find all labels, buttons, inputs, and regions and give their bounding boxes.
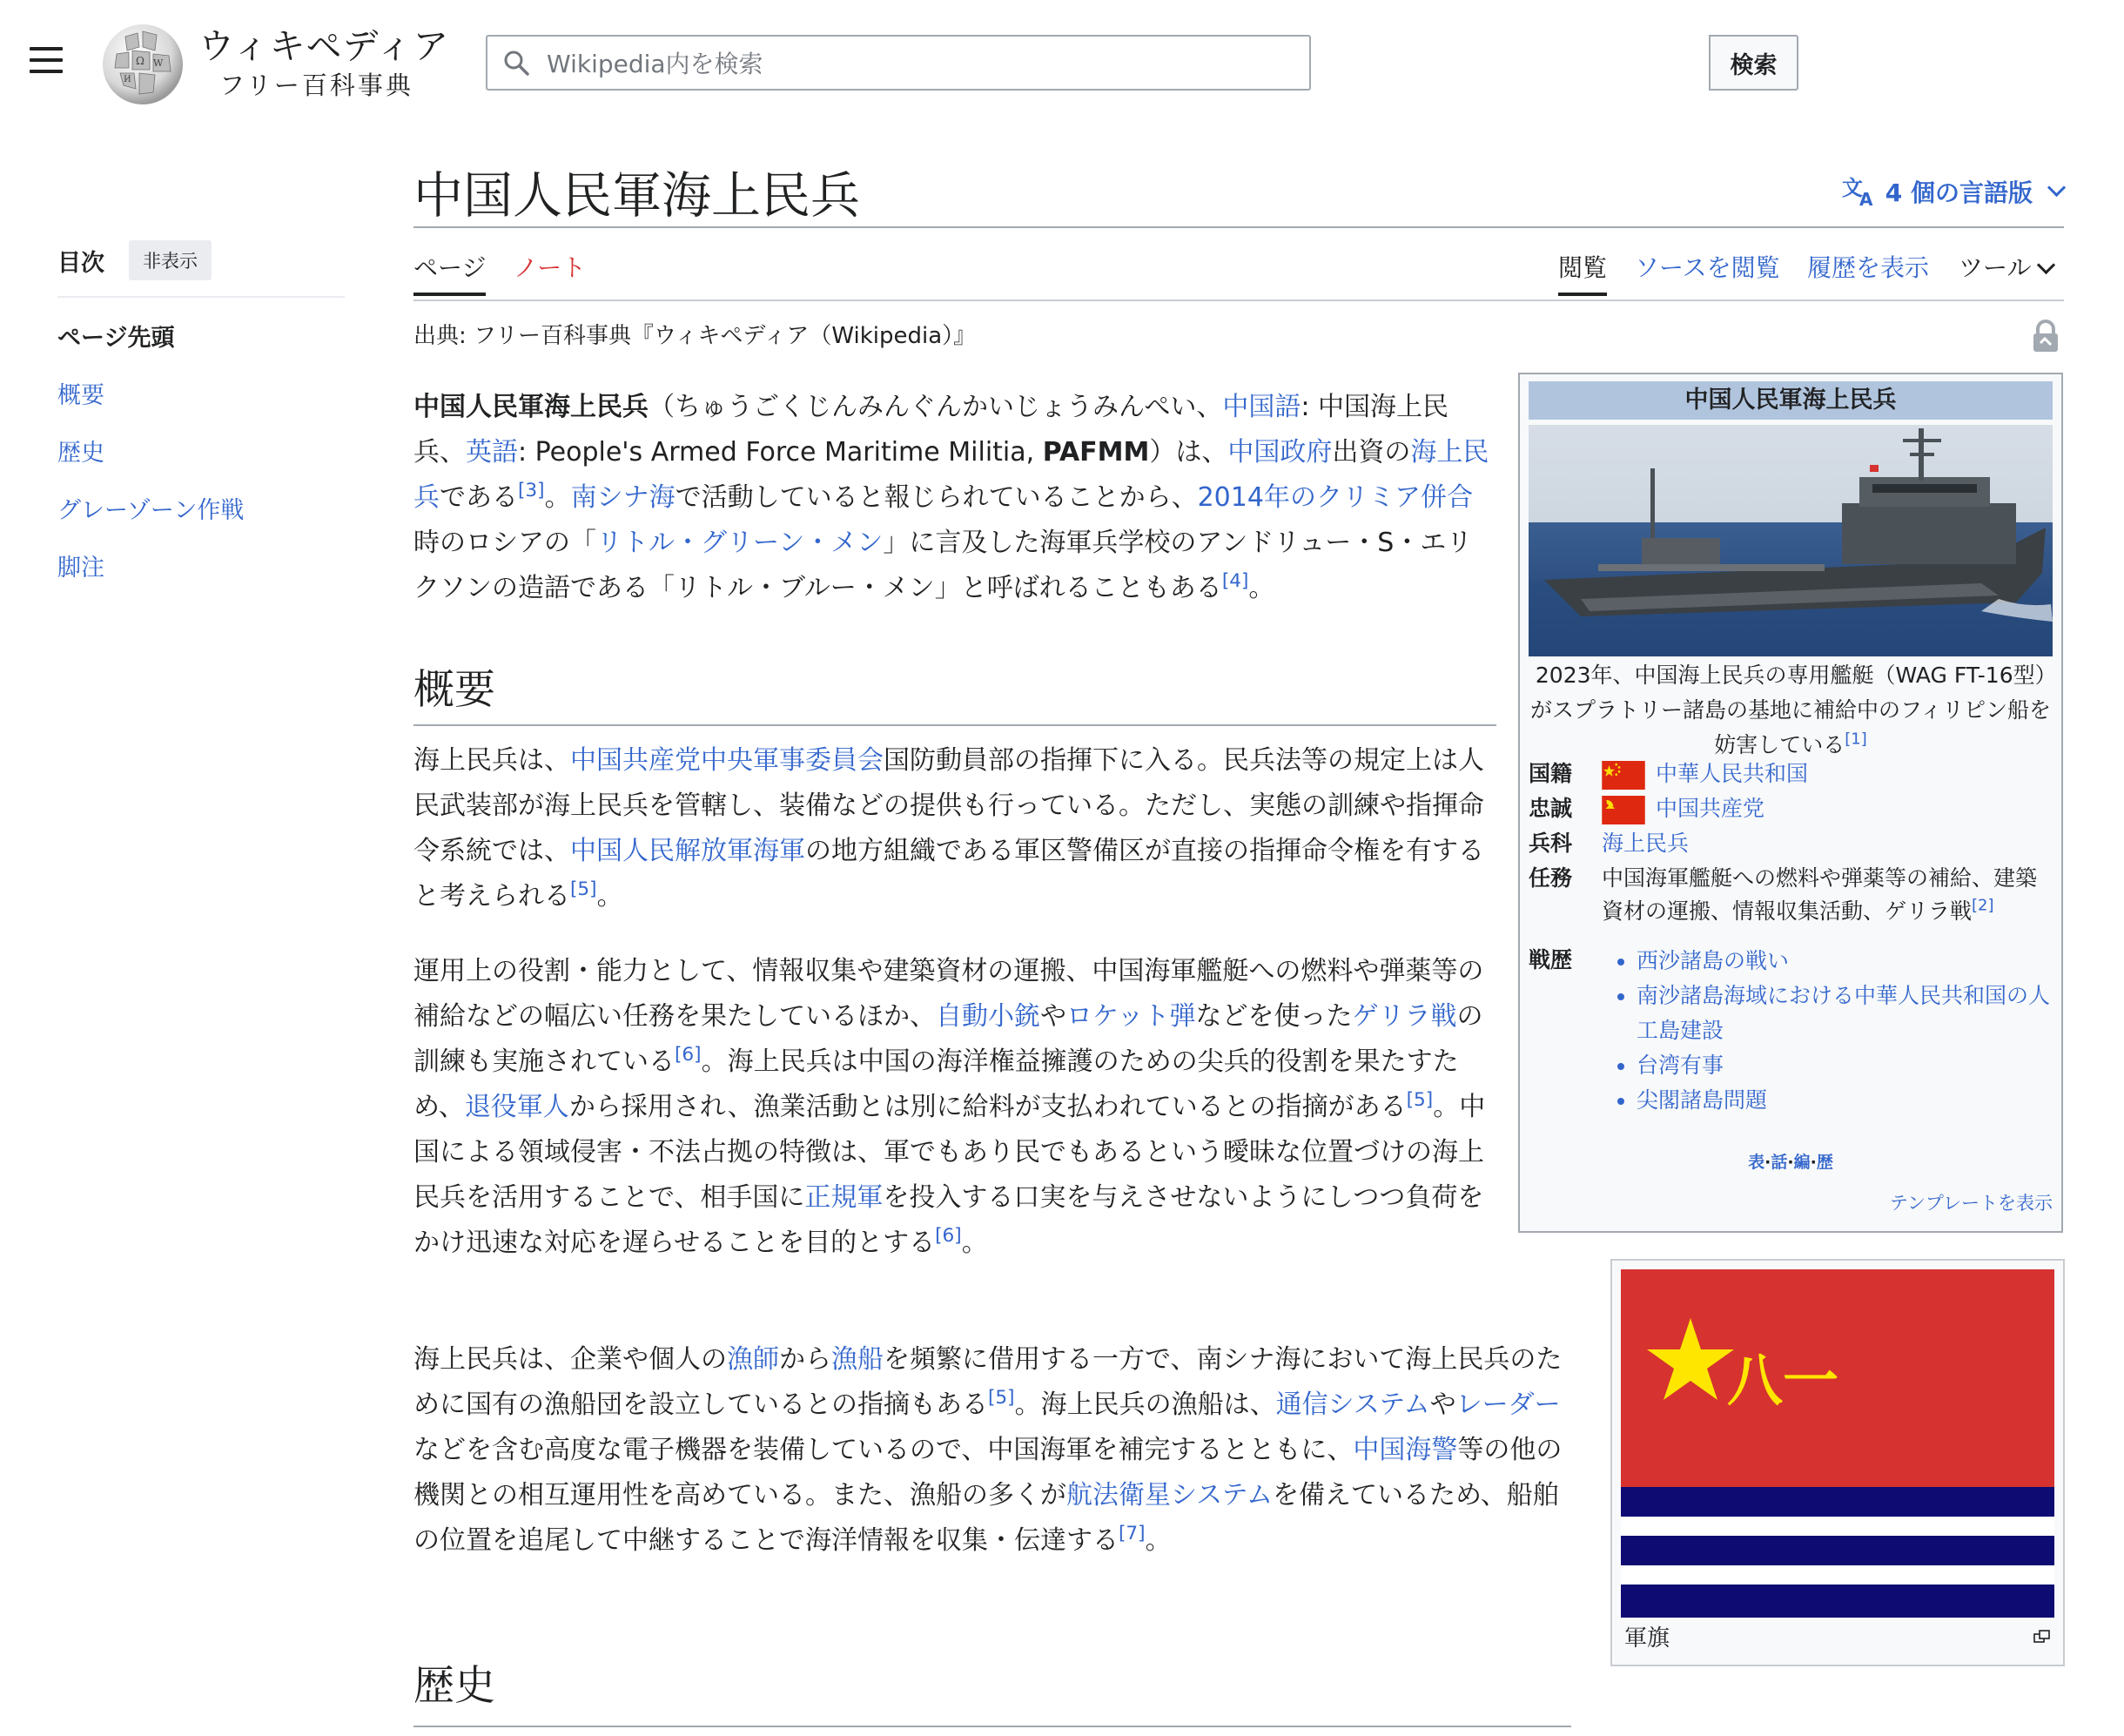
military-flag-image[interactable] [1621, 1269, 2054, 1618]
wikipedia-globe-logo[interactable] [99, 21, 186, 108]
text-run: の訓練も実施されている [413, 1001, 1483, 1077]
text-run: を投入する口実を与えさせないようにしつつ負荷をかけ迅速な対応を遅らせることを目的とする [413, 1182, 1484, 1258]
toc-header [57, 239, 345, 298]
text-run: ）は、 [1149, 437, 1228, 468]
text-run: や [1040, 1001, 1066, 1032]
text-run: 。 [1145, 1525, 1172, 1556]
heading-overview-rule [413, 724, 1496, 726]
chevron-down-icon [2037, 256, 2055, 274]
reference-link[interactable]: [5] [1406, 1089, 1434, 1111]
tools-menu[interactable] [1959, 249, 2053, 293]
template-history-link[interactable]: 歴 [1816, 1153, 1833, 1172]
inline-link[interactable]: ゲリラ戦 [1352, 1001, 1457, 1032]
text-run: 。 [1248, 573, 1275, 603]
inline-link[interactable]: 中国政府 [1227, 437, 1333, 468]
search-box [486, 35, 1778, 91]
bold-term: PAFMM [1042, 437, 1150, 468]
reference-link[interactable]: [6] [935, 1225, 962, 1247]
row-label: 任務 [1529, 865, 1573, 891]
nationality-link[interactable]: 中華人民共和国 [1656, 761, 1809, 786]
heading-history: 歴史 [413, 1662, 495, 1710]
toc-item-overview[interactable]: 概要 [57, 382, 104, 409]
tab-talk[interactable]: ノート [514, 253, 587, 282]
wikipedia-wordmark[interactable] [198, 24, 449, 103]
overview-paragraph-2 [413, 949, 1496, 1266]
role-ref[interactable]: [2] [1972, 896, 1994, 915]
row-label: 忠誠 [1529, 796, 1573, 821]
inline-link[interactable]: リトル・グリーン・メン [596, 528, 884, 558]
flag-thumbnail [1610, 1259, 2065, 1666]
caption-ref[interactable]: [1] [1845, 730, 1867, 749]
text-run: 出資の [1332, 437, 1411, 468]
text-run: の地方組織である軍区警備区が直接の指揮命令権を有すると考えられる [413, 836, 1484, 912]
search-icon [503, 50, 529, 76]
translate-icon [1842, 176, 1877, 207]
reference-link[interactable]: [5] [570, 878, 597, 900]
reference-link[interactable]: [4] [1221, 570, 1249, 592]
role-text: 中国海軍艦艇への燃料や弾薬等の補給、建築資材の運搬、情報収集活動、ゲリラ戦 [1602, 865, 2038, 924]
tab-page[interactable]: ページ [413, 249, 486, 296]
text-run: や [1429, 1389, 1456, 1420]
infobox-ship-photo[interactable] [1529, 425, 2053, 656]
tabs-divider [413, 299, 2064, 301]
inline-link[interactable]: 航法衛星システム [1066, 1480, 1273, 1511]
text-run: 。中国による領域侵害・不法占拠の特徴は、軍でもあり民でもあるという曖昧な位置づけの海上民兵を活用することで、相手国に [413, 1092, 1486, 1213]
heading-overview: 概要 [413, 666, 495, 714]
caption-text: 2023年、中国海上民兵の専用艦艇（WAG FT-16型）がスプラトリー諸島の基地に補給中のフィリピン船を妨害している [1530, 663, 2052, 757]
prc-flag-icon [1602, 761, 1645, 790]
text-run: 。海上民兵の漁船は、 [1014, 1389, 1276, 1420]
reference-link[interactable]: [5] [988, 1387, 1015, 1409]
bold-term: 中国人民軍海上民兵 [413, 392, 649, 422]
ccp-flag-icon [1602, 796, 1645, 824]
text-run: 。海上民兵は中国の海洋権益擁護のための尖兵的役割を果たすため、 [413, 1046, 1459, 1122]
flag-emblem-text: 八一 [1727, 1349, 1838, 1414]
text-run: : 中国海上民兵、 [413, 392, 1449, 468]
text-run: 海上民兵は、 [413, 745, 570, 776]
wordmark-tagline: フリー百科事典 [219, 71, 413, 100]
search-button[interactable]: 検索 [1709, 35, 1798, 91]
enlarge-icon[interactable] [2033, 1630, 2051, 1644]
row-value [1602, 792, 2053, 825]
text-run: 国防動員部の指揮下に入る。民兵法等の規定上は人民武装部が海上民兵を管轄し、装備などの提供も行っている。ただし、実態の訓練や指揮命令系統では、 [413, 745, 1484, 866]
page-title: 中国人民軍海上民兵 [413, 167, 860, 225]
text-run: から採用され、漁業活動とは別に給料が支払われているとの指摘がある [568, 1092, 1407, 1122]
tools-label: ツール [1959, 253, 2032, 282]
row-value [1602, 944, 2053, 1118]
battle-item[interactable]: • 西沙諸島の戦い [1637, 944, 2053, 979]
text-run: 。 [961, 1228, 988, 1258]
toc-item-grayzone[interactable]: グレーゾーン作戦 [57, 497, 245, 524]
text-run: を備えているため、船舶の位置を追尾して中継することで海洋情報を収集・伝達する [413, 1480, 1559, 1556]
row-value [1602, 862, 2053, 928]
inline-link[interactable]: 退役軍人 [464, 1092, 569, 1122]
lock-icon[interactable] [2030, 319, 2061, 353]
inline-link[interactable]: 中国人民解放軍海軍 [570, 836, 805, 866]
search-input[interactable] [545, 44, 1158, 84]
toc-title: 目次 [57, 249, 104, 277]
language-count: 4 個の言語版 [1885, 178, 2033, 207]
text-run: 等の他の機関との相互運用性を高めている。また、漁船の多くが [413, 1435, 1563, 1511]
intro-paragraph [413, 385, 1496, 611]
overview-paragraph-3 [413, 1337, 1571, 1564]
svg-text:Ω: Ω [136, 55, 145, 67]
title-divider [413, 226, 2064, 228]
chevron-down-icon [2047, 178, 2066, 196]
inline-link[interactable]: ロケット弾 [1066, 1001, 1196, 1032]
main-menu-button[interactable] [30, 47, 63, 75]
row-label: 国籍 [1529, 761, 1573, 786]
inline-link[interactable]: レーダー [1455, 1389, 1561, 1420]
inline-link[interactable]: 自動小銃 [936, 1001, 1040, 1032]
text-run: 」に言及した海軍兵学校のアンドリュー・S・エリクソンの造語である「リトル・ブルー・メン」と呼ばれることもある [413, 528, 1473, 603]
template-edit-link[interactable]: 編 [1793, 1153, 1811, 1172]
text-run: を頻繁に借用する一方で、南シナ海において海上民兵のために国有の漁船団を設立しているとの指摘もある [413, 1344, 1563, 1420]
inline-link[interactable]: 中国共産党中央軍事委員会 [570, 745, 884, 776]
text-run: 海上民兵は、企業や個人の [413, 1344, 727, 1375]
row-label: 兵科 [1529, 831, 1573, 856]
inline-link[interactable]: 中国海警 [1353, 1435, 1458, 1465]
row-label: 戦歴 [1529, 947, 1573, 972]
source-note: 出典: フリー百科事典『ウィキペディア（Wikipedia）』 [413, 323, 977, 349]
inline-link[interactable]: 通信システム [1275, 1389, 1430, 1420]
toc-hide-button[interactable]: 非表示 [129, 240, 212, 280]
branch-link[interactable]: 海上民兵 [1602, 831, 1690, 856]
infobox [1518, 373, 2063, 1233]
svg-text:И: И [124, 75, 131, 84]
tab-history[interactable]: 履歴を表示 [1807, 253, 1930, 282]
inline-link[interactable]: 中国語 [1222, 392, 1301, 422]
inline-link[interactable]: 2014年のクリミア併合 [1197, 482, 1473, 513]
allegiance-link[interactable]: 中国共産党 [1656, 796, 1765, 821]
battles-list [1602, 944, 2053, 1118]
row-value [1602, 757, 2053, 791]
heading-history-rule [413, 1726, 1571, 1727]
infobox-caption [1530, 658, 2051, 763]
toc-item-notes[interactable]: 脚注 [57, 555, 104, 582]
inline-link[interactable]: 漁師 [727, 1344, 779, 1375]
text-run: 。 [544, 482, 571, 513]
inline-link[interactable]: 英語 [466, 437, 518, 468]
text-run: : People's Armed Force Maritime Militia, [518, 437, 1043, 468]
toc-item-history[interactable]: 歴史 [57, 440, 104, 467]
reference-link[interactable]: [7] [1119, 1523, 1146, 1544]
text-run: 運用上の役割・能力として、情報収集や建築資材の運搬、中国海軍艦艇への燃料や弾薬等の補給などの幅広い任務を果たしているほか、 [413, 956, 1484, 1032]
wordmark-title: ウィキペディア [198, 25, 450, 67]
tab-view-source[interactable]: ソースを閲覧 [1635, 253, 1780, 282]
text-run: である [440, 482, 518, 513]
text-run: 時のロシアの「 [413, 528, 596, 558]
battle-item[interactable]: • 南沙諸島海域における中華人民共和国の人工島建設 [1637, 979, 2053, 1048]
overview-paragraph-1 [413, 738, 1496, 919]
inline-link[interactable]: 正規軍 [804, 1182, 884, 1213]
svg-text:W: W [153, 57, 164, 69]
table-of-contents [57, 239, 345, 587]
template-view-link[interactable]: 表 [1748, 1153, 1765, 1172]
template-nav: 表·話·編·歴 [1748, 1153, 1833, 1172]
text-run: から [779, 1344, 831, 1375]
reference-link[interactable]: [3] [518, 480, 545, 501]
text-run: （ちゅうごくじんみんぐんかいじょうみんぺい、 [649, 392, 1223, 422]
inline-link[interactable]: 南シナ海 [570, 482, 676, 513]
svg-text:文: 文 [1841, 176, 1863, 200]
language-button[interactable] [1842, 174, 2063, 209]
flag-caption: 軍旗 [1624, 1625, 1670, 1652]
template-talk-link[interactable]: 話 [1771, 1153, 1788, 1172]
reference-link[interactable]: [6] [675, 1044, 702, 1066]
text-run: で活動していると報じられていることから、 [675, 482, 1198, 513]
infobox-title: 中国人民軍海上民兵 [1529, 381, 2053, 420]
battle-item[interactable]: • 尖閣諸島問題 [1637, 1083, 2053, 1118]
toc-item-top[interactable]: ページ先頭 [57, 325, 175, 352]
text-run: 。 [596, 881, 623, 912]
tab-read[interactable]: 閲覧 [1558, 249, 1607, 296]
text-run: などを使った [1195, 1001, 1353, 1032]
text-run: などを含む高度な電子機器を装備しているので、中国海軍を補完するとともに、 [413, 1435, 1354, 1465]
inline-link[interactable]: 漁船 [831, 1344, 884, 1375]
battle-item[interactable]: • 台湾有事 [1637, 1048, 2053, 1083]
svg-text:A: A [1858, 189, 1873, 207]
show-template-link[interactable]: テンプレートを表示 [1889, 1193, 2053, 1214]
inline-link[interactable]: 海上民兵 [413, 437, 1489, 513]
